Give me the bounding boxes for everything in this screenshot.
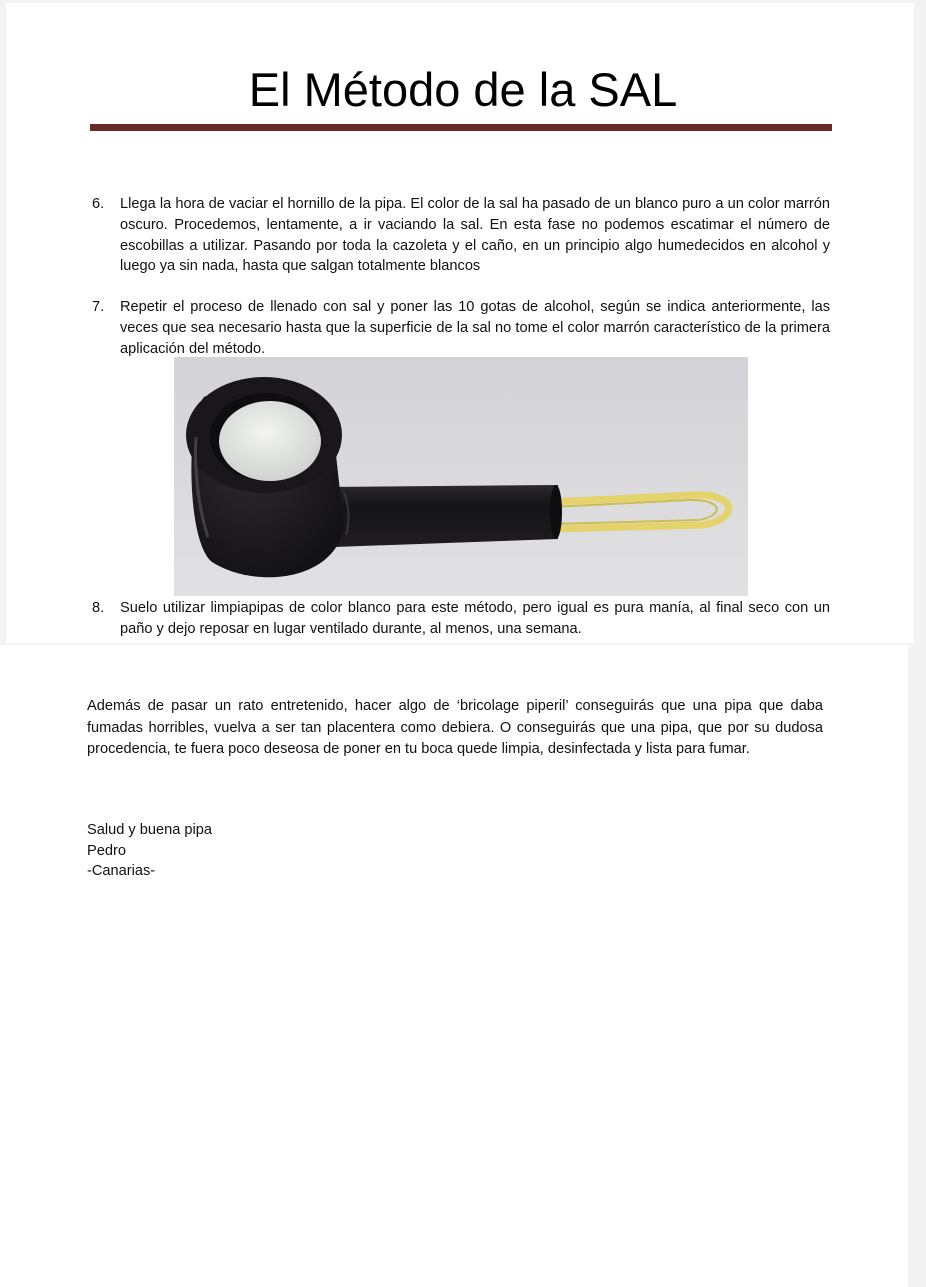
step-number: 6. — [92, 196, 105, 212]
title-rule — [90, 124, 832, 131]
step-number: 8. — [92, 600, 105, 616]
signature-name: Pedro — [87, 842, 126, 859]
step-text: Suelo utilizar limpiapipas de color blanco para este método, pero igual es pura manía, al final seco con un paño y dejo reposar en lugar ventilado durante, al menos, una semana. — [120, 600, 830, 637]
signature — [87, 820, 212, 882]
step-number: 7. — [92, 299, 105, 315]
step-6 — [90, 194, 830, 277]
signature-line: Salud y buena pipa — [87, 822, 212, 838]
step-text: Llega la hora de vaciar el hornillo de la pipa. El color de la sal ha pasado de un blanco puro a un color marrón oscuro. Procedemos, lentamente, a ir vaciando la sal. En esta fase no podemos escatimar el número de escobillas a utilizar. Pasando por toda la cazoleta y el caño, en un principio algo humedecidos en alcohol y luego ya sin nada, hasta que salgan totalmente blancos — [120, 196, 830, 275]
step-8 — [90, 598, 830, 640]
step-7 — [90, 297, 830, 359]
pipe-with-salt-photo — [174, 357, 748, 596]
closing-paragraph: Además de pasar un rato entretenido, hacer algo de ‘bricolage piperil’ conseguirás que una pipa que daba fumadas horribles, vuelva a ser tan placentera como debiera. O conseguirás que una pipa, que por su dudosa procedencia, te fuera poco deseosa de poner en tu boca quede limpia, desinfectada y lista para fumar. — [87, 698, 823, 757]
step-text: Repetir el proceso de llenado con sal y poner las 10 gotas de alcohol, según se indica anteriormente, las veces que sea necesario hasta que la superficie de la sal no tome el color marrón característico de la primera aplicación del método. — [120, 299, 830, 357]
signature-location: -Canarias- — [87, 863, 156, 879]
document-title: El Método de la SAL — [248, 63, 678, 116]
